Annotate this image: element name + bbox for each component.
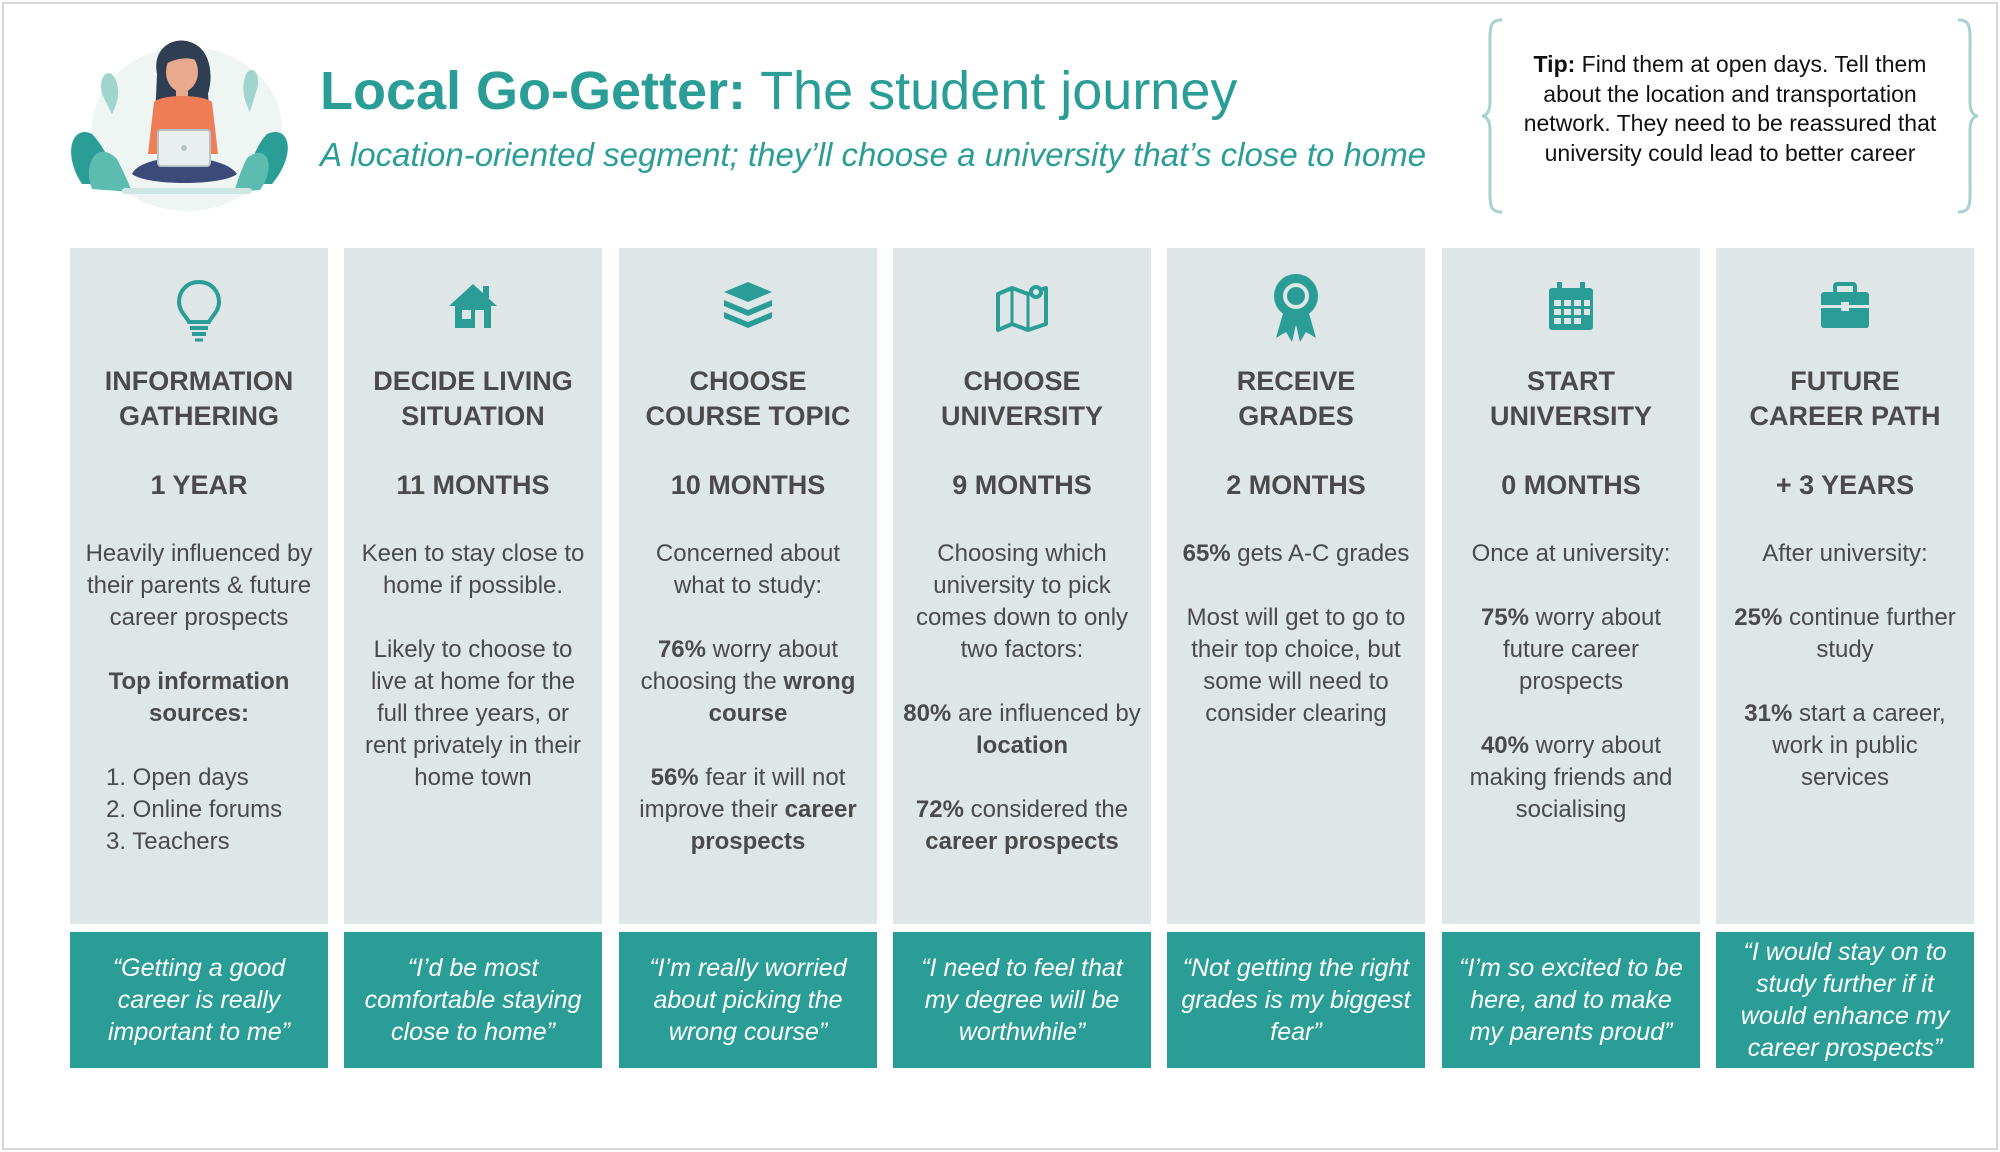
statistic: 40% worry about making friends and socialising: [1469, 732, 1673, 823]
award-ribbon-icon: [1167, 278, 1425, 342]
stage-column-choose-course-topic: [619, 248, 877, 924]
stage-heading: FUTURE CAREER PATH: [1749, 366, 1941, 431]
stage-heading: RECEIVE GRADES: [1236, 366, 1356, 431]
stage-heading: CHOOSE UNIVERSITY: [940, 366, 1104, 431]
stage-quote: “I need to feel that my degree will be worthwhile”: [893, 932, 1151, 1068]
statistic: 56% fear it will not improve their career prospects: [639, 764, 857, 855]
statistic: 75% worry about future career prospects: [1480, 604, 1662, 695]
statistic: 72% considered the career prospects: [915, 796, 1129, 855]
stage-heading: START UNIVERSITY: [1489, 366, 1653, 431]
statistic: 31% start a career, work in public services: [1744, 700, 1946, 791]
map-icon: [893, 278, 1151, 342]
tip-text: [1516, 50, 1944, 168]
stage-quote: “I would stay on to study further if it would enhance my career prospects”: [1716, 932, 1974, 1068]
stage-description: Keen to stay close to home if possible. Likely to choose to live at home for the full three years, or rent privately in their home town: [361, 540, 585, 791]
statistic: 65% gets A-C grades: [1182, 540, 1410, 567]
lightbulb-icon: [70, 278, 328, 342]
title-bold: Local Go-Getter:: [320, 61, 747, 121]
stage-column-choose-university: [893, 248, 1151, 924]
stage-time: + 3 YEARS: [1775, 470, 1915, 500]
tip-body: Find them at open days. Tell them about the location and transportation network. They need to be reassured that university could lead to better career: [1523, 51, 1937, 166]
stage-time: 1 YEAR: [150, 470, 248, 500]
stage-column-start-university: [1442, 248, 1700, 924]
statistic: 25% continue further study: [1734, 604, 1956, 663]
house-icon: [344, 278, 602, 342]
statistic: 80% are influenced by location: [903, 700, 1141, 759]
stage-time: 2 MONTHS: [1226, 470, 1366, 500]
list-item: 2. Online forums: [106, 796, 283, 823]
stage-quote: “Not getting the right grades is my biggest fear”: [1167, 932, 1425, 1068]
stage-quote: “I’m really worried about picking the wrong course”: [619, 932, 877, 1068]
stage-description: Heavily influenced by their parents & future career prospects Top information sources: 1. Open days 2. Online forums 3. Teachers: [80, 538, 318, 858]
stage-quote: “I’d be most comfortable staying close to home”: [344, 932, 602, 1068]
left-brace-icon: [1480, 18, 1504, 214]
tip-label: Tip:: [1533, 51, 1576, 77]
stage-time: 10 MONTHS: [670, 470, 826, 500]
list-item: 3. Teachers: [106, 828, 230, 855]
stage-heading: CHOOSE COURSE TOPIC: [645, 366, 851, 431]
briefcase-icon: [1716, 278, 1974, 342]
stage-column-future-career-path: [1716, 248, 1974, 924]
stage-description: Concerned about what to study: 76% worry about choosing the wrong course 56% fear it will not improve their career prospects: [629, 538, 867, 858]
right-brace-icon: [1956, 18, 1980, 214]
stage-column-decide-living-situation: [344, 248, 602, 924]
title-rest: The student journey: [746, 61, 1238, 121]
statistic: 76% worry about choosing the wrong course: [640, 636, 856, 727]
stage-quote: “Getting a good career is really important to me”: [70, 932, 328, 1068]
tip-callout: [1480, 18, 1980, 214]
stage-description: 65% gets A-C grades Most will get to go to their top choice, but some will need to consider clearing: [1177, 538, 1415, 730]
page-title: [320, 60, 1237, 122]
stage-description: After university: 25% continue further study 31% start a career, work in public services: [1726, 538, 1964, 794]
information-sources-list: [80, 762, 318, 858]
calendar-icon: [1442, 278, 1700, 342]
woman-with-laptop-illustration: [62, 34, 304, 214]
stage-time: 11 MONTHS: [396, 470, 550, 500]
stage-heading: DECIDE LIVING SITUATION: [373, 366, 573, 431]
list-item: 1. Open days: [106, 764, 249, 791]
stage-quote: “I’m so excited to be here, and to make my parents proud”: [1442, 932, 1700, 1068]
page-subtitle: A location-oriented segment; they’ll choose a university that’s close to home: [320, 136, 1427, 173]
books-icon: [619, 278, 877, 342]
stage-column-receive-grades: [1167, 248, 1425, 924]
stage-heading: INFORMATION GATHERING: [104, 366, 294, 431]
stage-description: Once at university: 75% worry about future career prospects 40% worry about making friends and socialising: [1452, 538, 1690, 826]
stage-time: 9 MONTHS: [952, 470, 1092, 500]
stage-column-information-gathering: [70, 248, 328, 924]
stage-description: Choosing which university to pick comes down to only two factors: 80% are influenced by location 72% considered the career prospects: [903, 538, 1141, 858]
stage-time: 0 MONTHS: [1501, 470, 1641, 500]
